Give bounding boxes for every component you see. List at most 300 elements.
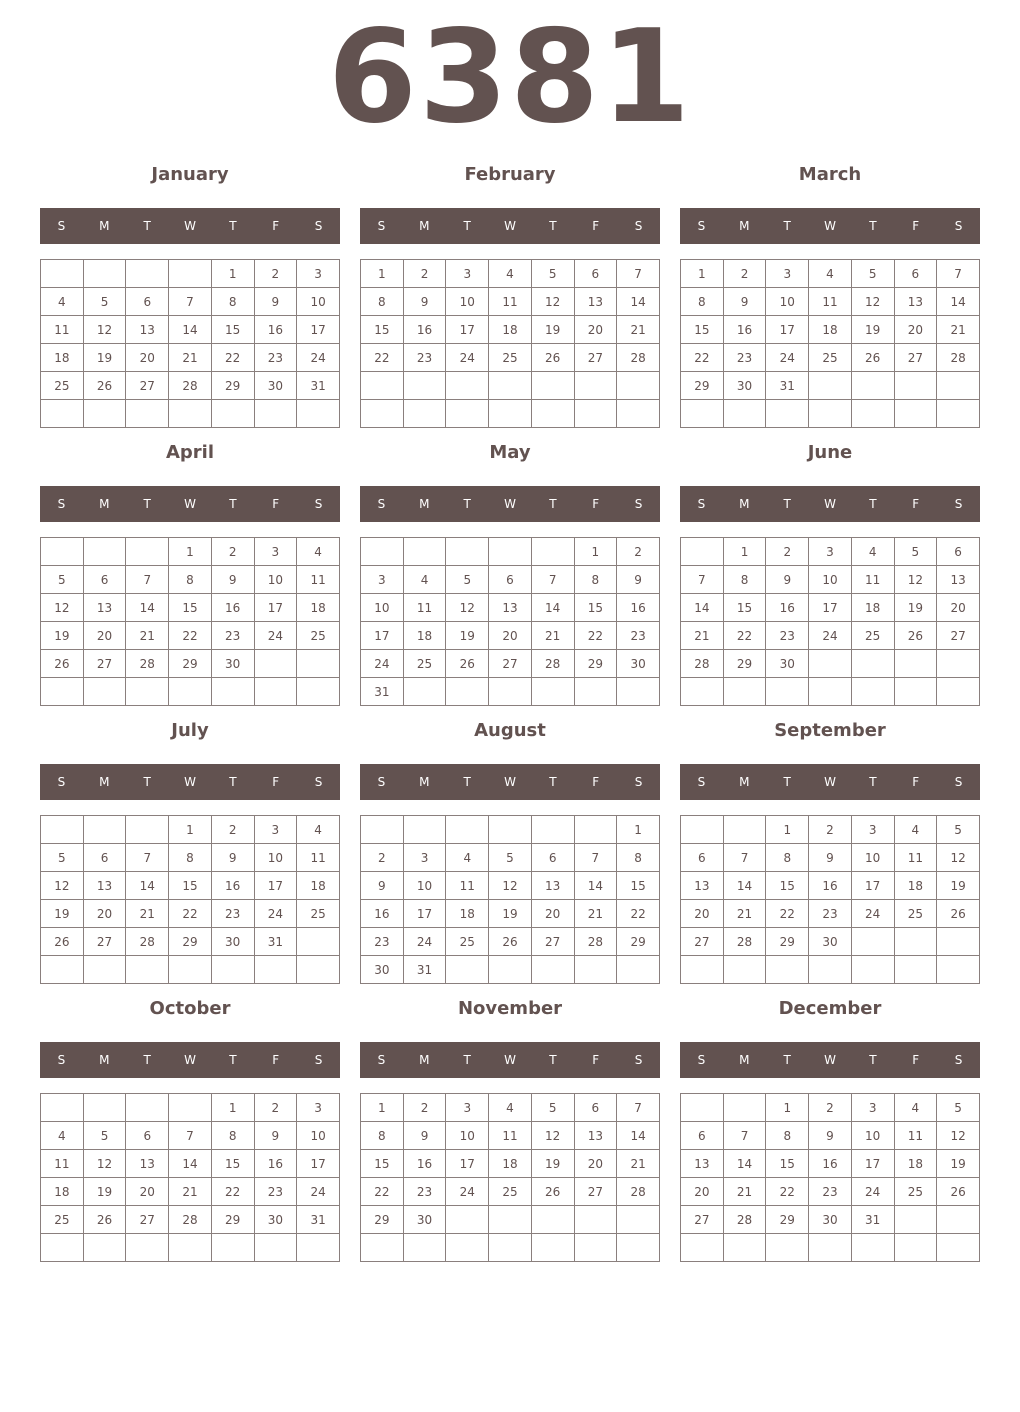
day-cell xyxy=(83,956,126,984)
day-cell xyxy=(894,650,937,678)
day-cell: 26 xyxy=(937,900,980,928)
day-cell: 23 xyxy=(809,900,852,928)
month-name: November xyxy=(457,998,563,1019)
day-grid xyxy=(40,537,340,706)
day-cell: 14 xyxy=(531,594,574,622)
day-cell: 27 xyxy=(894,344,937,372)
day-cell: 30 xyxy=(254,372,297,400)
day-cell: 25 xyxy=(894,900,937,928)
day-cell xyxy=(574,1206,617,1234)
day-cell: 10 xyxy=(297,1122,340,1150)
day-cell xyxy=(723,400,766,428)
day-cell xyxy=(126,400,169,428)
day-cell: 9 xyxy=(809,844,852,872)
day-grid xyxy=(40,815,340,984)
day-cell: 12 xyxy=(41,872,84,900)
day-cell: 4 xyxy=(894,1094,937,1122)
day-cell: 27 xyxy=(126,1206,169,1234)
day-cell xyxy=(681,956,724,984)
day-cell: 15 xyxy=(169,872,212,900)
day-cell xyxy=(851,400,894,428)
day-cell: 28 xyxy=(723,928,766,956)
day-cell: 28 xyxy=(617,344,660,372)
day-cell xyxy=(574,1234,617,1262)
day-grid xyxy=(360,259,660,428)
month-name: April xyxy=(165,442,215,463)
day-cell: 16 xyxy=(809,872,852,900)
day-cell: 21 xyxy=(531,622,574,650)
week-row xyxy=(681,316,980,344)
day-cell xyxy=(894,678,937,706)
weekday-label: S xyxy=(634,775,643,789)
month-name: December xyxy=(778,998,882,1019)
day-cell xyxy=(41,1234,84,1262)
day-cell xyxy=(894,956,937,984)
day-cell: 12 xyxy=(894,566,937,594)
day-cell: 16 xyxy=(211,594,254,622)
week-row xyxy=(361,288,660,316)
day-cell: 25 xyxy=(41,372,84,400)
day-cell xyxy=(617,400,660,428)
day-cell xyxy=(41,538,84,566)
week-row xyxy=(41,872,340,900)
day-cell xyxy=(489,400,532,428)
week-row xyxy=(681,400,980,428)
day-cell: 22 xyxy=(723,622,766,650)
week-row xyxy=(41,622,340,650)
weekday-header xyxy=(40,486,340,522)
day-cell: 16 xyxy=(254,1150,297,1178)
week-row xyxy=(681,1178,980,1206)
day-cell: 20 xyxy=(681,1178,724,1206)
day-cell: 10 xyxy=(851,1122,894,1150)
day-cell: 19 xyxy=(83,1178,126,1206)
week-row xyxy=(41,260,340,288)
day-cell: 24 xyxy=(254,900,297,928)
day-cell: 14 xyxy=(681,594,724,622)
weekday-label: T xyxy=(229,775,237,789)
day-cell: 31 xyxy=(254,928,297,956)
day-cell: 1 xyxy=(169,816,212,844)
week-row xyxy=(681,622,980,650)
weekday-label: M xyxy=(419,219,430,233)
day-cell xyxy=(574,678,617,706)
day-cell: 25 xyxy=(297,622,340,650)
day-cell: 17 xyxy=(297,1150,340,1178)
day-cell: 8 xyxy=(361,288,404,316)
day-cell: 4 xyxy=(403,566,446,594)
weekday-label: T xyxy=(549,219,557,233)
day-cell: 12 xyxy=(937,844,980,872)
day-cell: 21 xyxy=(126,622,169,650)
weekday-label: T xyxy=(549,775,557,789)
day-cell xyxy=(446,956,489,984)
weekday-label: S xyxy=(314,219,323,233)
day-cell: 7 xyxy=(574,844,617,872)
day-cell: 15 xyxy=(361,316,404,344)
day-cell: 4 xyxy=(41,288,84,316)
day-cell xyxy=(297,956,340,984)
day-cell: 11 xyxy=(894,844,937,872)
day-cell: 9 xyxy=(361,872,404,900)
day-cell: 28 xyxy=(723,1206,766,1234)
day-cell: 29 xyxy=(211,1206,254,1234)
day-cell xyxy=(766,956,809,984)
day-cell: 24 xyxy=(851,1178,894,1206)
day-cell: 7 xyxy=(723,1122,766,1150)
month-name: February xyxy=(464,164,556,185)
day-cell xyxy=(361,372,404,400)
weekday-label: F xyxy=(912,775,920,789)
week-row xyxy=(41,956,340,984)
day-cell: 11 xyxy=(489,1122,532,1150)
day-cell: 5 xyxy=(894,538,937,566)
day-cell: 22 xyxy=(766,1178,809,1206)
week-row xyxy=(361,594,660,622)
day-cell: 22 xyxy=(211,344,254,372)
weekday-label: F xyxy=(272,775,280,789)
day-cell xyxy=(723,816,766,844)
day-cell: 8 xyxy=(681,288,724,316)
day-cell: 2 xyxy=(809,1094,852,1122)
day-cell: 11 xyxy=(809,288,852,316)
day-cell: 19 xyxy=(531,316,574,344)
day-cell: 1 xyxy=(361,1094,404,1122)
day-cell: 4 xyxy=(297,538,340,566)
day-cell: 29 xyxy=(574,650,617,678)
weekday-label: T xyxy=(463,497,471,511)
day-cell xyxy=(83,1234,126,1262)
day-cell: 18 xyxy=(489,316,532,344)
day-cell xyxy=(41,260,84,288)
day-cell xyxy=(489,1206,532,1234)
day-cell: 30 xyxy=(809,928,852,956)
day-cell: 27 xyxy=(531,928,574,956)
day-cell: 17 xyxy=(851,872,894,900)
day-cell xyxy=(617,1206,660,1234)
day-cell: 5 xyxy=(41,844,84,872)
day-cell: 31 xyxy=(851,1206,894,1234)
day-cell: 26 xyxy=(83,372,126,400)
day-cell: 25 xyxy=(403,650,446,678)
day-cell xyxy=(254,650,297,678)
day-cell xyxy=(446,372,489,400)
day-cell xyxy=(254,400,297,428)
day-cell: 28 xyxy=(531,650,574,678)
day-cell: 22 xyxy=(617,900,660,928)
day-cell: 3 xyxy=(851,816,894,844)
day-cell: 21 xyxy=(617,1150,660,1178)
weekday-label: T xyxy=(549,497,557,511)
day-cell: 6 xyxy=(531,844,574,872)
day-cell: 18 xyxy=(809,316,852,344)
day-cell: 10 xyxy=(446,1122,489,1150)
day-cell: 2 xyxy=(766,538,809,566)
day-cell xyxy=(83,400,126,428)
week-row xyxy=(681,260,980,288)
weekday-header xyxy=(360,764,660,800)
week-row xyxy=(361,622,660,650)
day-cell: 1 xyxy=(766,816,809,844)
day-cell: 19 xyxy=(83,344,126,372)
day-cell xyxy=(403,372,446,400)
day-cell xyxy=(937,400,980,428)
day-cell xyxy=(446,400,489,428)
weekday-header xyxy=(680,1042,980,1078)
day-cell xyxy=(937,678,980,706)
day-cell xyxy=(41,1094,84,1122)
day-cell: 28 xyxy=(681,650,724,678)
day-cell: 8 xyxy=(766,844,809,872)
week-row xyxy=(681,900,980,928)
day-cell: 7 xyxy=(617,260,660,288)
weekday-label: S xyxy=(954,497,963,511)
day-cell: 15 xyxy=(169,594,212,622)
day-cell: 23 xyxy=(254,344,297,372)
day-cell: 6 xyxy=(83,844,126,872)
day-cell: 9 xyxy=(723,288,766,316)
day-cell: 14 xyxy=(169,1150,212,1178)
week-row xyxy=(361,1206,660,1234)
day-cell: 9 xyxy=(211,566,254,594)
day-cell: 10 xyxy=(809,566,852,594)
day-cell xyxy=(169,1234,212,1262)
day-cell: 24 xyxy=(403,928,446,956)
day-cell xyxy=(531,956,574,984)
weekday-header xyxy=(40,1042,340,1078)
day-cell: 16 xyxy=(254,316,297,344)
day-cell: 16 xyxy=(211,872,254,900)
day-cell: 18 xyxy=(894,1150,937,1178)
day-cell xyxy=(83,260,126,288)
day-cell: 20 xyxy=(574,316,617,344)
weekday-label: F xyxy=(592,775,600,789)
day-cell: 4 xyxy=(41,1122,84,1150)
weekday-label: F xyxy=(592,219,600,233)
day-cell xyxy=(254,956,297,984)
day-cell xyxy=(83,1094,126,1122)
day-cell: 20 xyxy=(574,1150,617,1178)
month-name: June xyxy=(807,442,853,463)
weekday-label: S xyxy=(954,1053,963,1067)
week-row xyxy=(681,678,980,706)
weekday-label: M xyxy=(739,775,750,789)
day-cell: 5 xyxy=(851,260,894,288)
weekday-label: W xyxy=(504,775,516,789)
day-cell: 20 xyxy=(83,900,126,928)
day-cell: 24 xyxy=(851,900,894,928)
day-cell: 26 xyxy=(446,650,489,678)
day-cell: 12 xyxy=(851,288,894,316)
day-cell: 17 xyxy=(254,594,297,622)
weekday-header xyxy=(360,1042,660,1078)
day-cell: 7 xyxy=(531,566,574,594)
day-cell: 7 xyxy=(617,1094,660,1122)
day-cell xyxy=(574,372,617,400)
week-row xyxy=(361,260,660,288)
day-cell: 25 xyxy=(446,928,489,956)
day-cell xyxy=(403,816,446,844)
weekday-label: W xyxy=(824,219,836,233)
day-cell: 11 xyxy=(403,594,446,622)
weekday-header xyxy=(360,208,660,244)
day-cell: 22 xyxy=(211,1178,254,1206)
day-cell: 16 xyxy=(809,1150,852,1178)
day-cell: 12 xyxy=(531,1122,574,1150)
day-cell xyxy=(126,1094,169,1122)
day-cell: 19 xyxy=(41,622,84,650)
day-cell: 17 xyxy=(809,594,852,622)
day-cell xyxy=(851,650,894,678)
day-cell xyxy=(126,956,169,984)
week-row xyxy=(681,650,980,678)
day-cell: 7 xyxy=(937,260,980,288)
day-cell: 17 xyxy=(446,316,489,344)
day-cell xyxy=(531,372,574,400)
day-cell: 11 xyxy=(851,566,894,594)
day-cell: 27 xyxy=(489,650,532,678)
week-row xyxy=(361,1094,660,1122)
day-cell: 3 xyxy=(254,538,297,566)
day-cell: 15 xyxy=(574,594,617,622)
day-cell: 3 xyxy=(446,260,489,288)
day-cell: 29 xyxy=(617,928,660,956)
day-cell xyxy=(169,260,212,288)
day-cell: 23 xyxy=(254,1178,297,1206)
day-cell: 6 xyxy=(681,844,724,872)
weekday-label: W xyxy=(504,497,516,511)
weekday-label: M xyxy=(99,1053,110,1067)
day-cell: 16 xyxy=(361,900,404,928)
weekday-label: S xyxy=(377,219,386,233)
week-row xyxy=(361,566,660,594)
day-cell: 6 xyxy=(937,538,980,566)
day-cell xyxy=(41,956,84,984)
day-grid xyxy=(360,1093,660,1262)
day-cell: 2 xyxy=(211,538,254,566)
day-cell: 28 xyxy=(126,928,169,956)
day-cell xyxy=(574,816,617,844)
day-cell: 27 xyxy=(83,928,126,956)
day-cell xyxy=(83,678,126,706)
day-cell: 30 xyxy=(211,650,254,678)
day-cell xyxy=(851,928,894,956)
day-cell: 17 xyxy=(446,1150,489,1178)
week-row xyxy=(681,372,980,400)
day-cell: 21 xyxy=(681,622,724,650)
day-grid xyxy=(680,815,980,984)
week-row xyxy=(361,400,660,428)
day-cell xyxy=(297,650,340,678)
week-row xyxy=(41,1094,340,1122)
weekday-label: T xyxy=(143,497,151,511)
weekday-label: T xyxy=(463,1053,471,1067)
week-row xyxy=(681,538,980,566)
month-name: January xyxy=(151,164,229,185)
day-cell xyxy=(211,1234,254,1262)
week-row xyxy=(361,1150,660,1178)
day-cell: 8 xyxy=(211,288,254,316)
day-cell: 30 xyxy=(403,1206,446,1234)
weekday-label: S xyxy=(954,219,963,233)
day-cell: 4 xyxy=(297,816,340,844)
day-cell: 30 xyxy=(211,928,254,956)
weekday-label: T xyxy=(463,219,471,233)
day-cell: 12 xyxy=(446,594,489,622)
day-cell: 14 xyxy=(169,316,212,344)
weekday-label: S xyxy=(377,497,386,511)
day-cell: 5 xyxy=(83,1122,126,1150)
day-cell: 4 xyxy=(446,844,489,872)
day-cell: 9 xyxy=(766,566,809,594)
day-cell: 9 xyxy=(254,1122,297,1150)
day-cell: 6 xyxy=(126,288,169,316)
day-cell: 11 xyxy=(41,316,84,344)
day-cell: 22 xyxy=(361,344,404,372)
day-cell: 25 xyxy=(894,1178,937,1206)
day-cell: 25 xyxy=(41,1206,84,1234)
week-row xyxy=(41,1206,340,1234)
day-cell xyxy=(126,678,169,706)
weekday-label: T xyxy=(783,497,791,511)
week-row xyxy=(681,872,980,900)
day-cell: 3 xyxy=(446,1094,489,1122)
day-cell: 17 xyxy=(254,872,297,900)
day-cell xyxy=(723,956,766,984)
day-cell: 13 xyxy=(894,288,937,316)
day-cell xyxy=(681,400,724,428)
day-cell: 30 xyxy=(361,956,404,984)
day-cell: 30 xyxy=(766,650,809,678)
day-cell xyxy=(894,928,937,956)
day-cell: 18 xyxy=(41,1178,84,1206)
weekday-header xyxy=(680,208,980,244)
week-row xyxy=(361,316,660,344)
day-cell: 14 xyxy=(126,872,169,900)
day-cell: 2 xyxy=(403,1094,446,1122)
day-cell: 9 xyxy=(254,288,297,316)
day-cell xyxy=(169,400,212,428)
day-cell: 14 xyxy=(723,872,766,900)
weekday-label: W xyxy=(824,775,836,789)
day-grid xyxy=(360,537,660,706)
day-cell: 4 xyxy=(489,260,532,288)
day-cell: 15 xyxy=(723,594,766,622)
weekday-label: W xyxy=(184,1053,196,1067)
weekday-label: S xyxy=(57,775,66,789)
day-cell: 7 xyxy=(169,288,212,316)
weekday-label: T xyxy=(783,219,791,233)
week-row xyxy=(681,566,980,594)
weekday-label: T xyxy=(143,1053,151,1067)
day-cell: 28 xyxy=(126,650,169,678)
day-cell: 19 xyxy=(531,1150,574,1178)
weekday-label: M xyxy=(419,1053,430,1067)
weekday-label: W xyxy=(504,219,516,233)
day-cell: 6 xyxy=(489,566,532,594)
day-cell xyxy=(681,538,724,566)
day-cell: 6 xyxy=(574,1094,617,1122)
day-cell: 14 xyxy=(126,594,169,622)
weekday-label: T xyxy=(229,497,237,511)
day-cell: 12 xyxy=(489,872,532,900)
day-cell: 15 xyxy=(211,1150,254,1178)
day-cell xyxy=(766,1234,809,1262)
month-name: July xyxy=(171,720,209,741)
day-cell: 23 xyxy=(723,344,766,372)
day-cell: 23 xyxy=(361,928,404,956)
week-row xyxy=(681,594,980,622)
